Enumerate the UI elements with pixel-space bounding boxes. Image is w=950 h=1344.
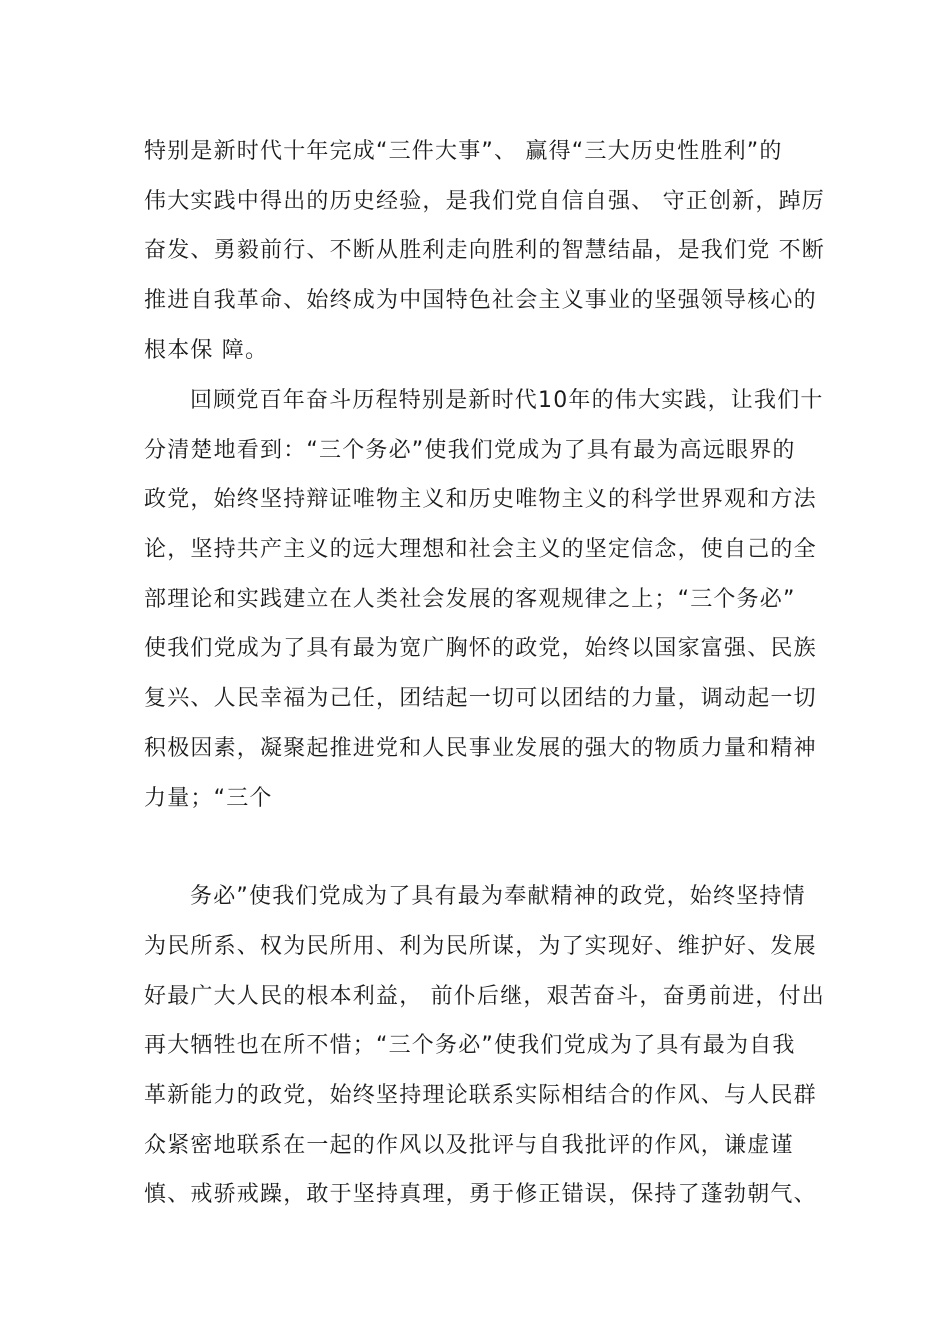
text-line: 推进自我革命、始终成为中国特色社会主义事业的坚强领导核心的 <box>144 288 817 313</box>
text-line: 再大牺牲也在所不惜；“三个务必”使我们党成为了具有最为自我 <box>144 1033 796 1058</box>
text-line: 好最广大人民的根本利益， 前仆后继，艰苦奋斗，奋勇前进，付出 <box>144 984 825 1009</box>
text-line: 特别是新时代十年完成“三件大事”、 赢得“三大历史性胜利”的 <box>144 139 783 164</box>
text-line: 论，坚持共产主义的远大理想和社会主义的坚定信念，使自己的全 <box>144 537 817 562</box>
paragraph-first-line: 务必”使我们党成为了具有最为奉献精神的政党，始终坚持情 <box>190 884 806 909</box>
paragraph-first-line: 回顾党百年奋斗历程特别是新时代10年的伟大实践，让我们十 <box>190 388 824 413</box>
text-line: 政党，始终坚持辩证唯物主义和历史唯物主义的科学世界观和方法 <box>144 487 817 512</box>
text-line: 复兴、人民幸福为己任，团结起一切可以团结的力量，调动起一切 <box>144 686 817 711</box>
text-line: 众紧密地联系在一起的作风以及批评与自我批评的作风，谦虚谨 <box>144 1133 794 1158</box>
text-line: 奋发、勇毅前行、不断从胜利走向胜利的智慧结晶，是我们党 不断 <box>144 238 825 263</box>
text-line: 慎、戒骄戒躁，敢于坚持真理，勇于修正错误，保持了蓬勃朝气、 <box>144 1182 817 1207</box>
text-line: 力量；“三个 <box>144 786 273 811</box>
text-line: 使我们党成为了具有最为宽广胸怀的政党，始终以国家富强、民族 <box>144 636 817 661</box>
text-line: 部理论和实践建立在人类社会发展的客观规律之上；“三个务必” <box>144 587 796 612</box>
text-line: 伟大实践中得出的历史经验，是我们党自信自强、 守正创新，踔厉 <box>144 189 825 214</box>
text-line: 革新能力的政党，始终坚持理论联系实际相结合的作风、与人民群 <box>144 1083 817 1108</box>
text-line: 为民所系、权为民所用、利为民所谋，为了实现好、维护好、发展 <box>144 934 817 959</box>
text-line: 积极因素，凝聚起推进党和人民事业发展的强大的物质力量和精神 <box>144 736 817 761</box>
text-line: 根本保 障。 <box>144 338 269 363</box>
text-line: 分清楚地看到：“三个务必”使我们党成为了具有最为高远眼界的 <box>144 438 796 463</box>
